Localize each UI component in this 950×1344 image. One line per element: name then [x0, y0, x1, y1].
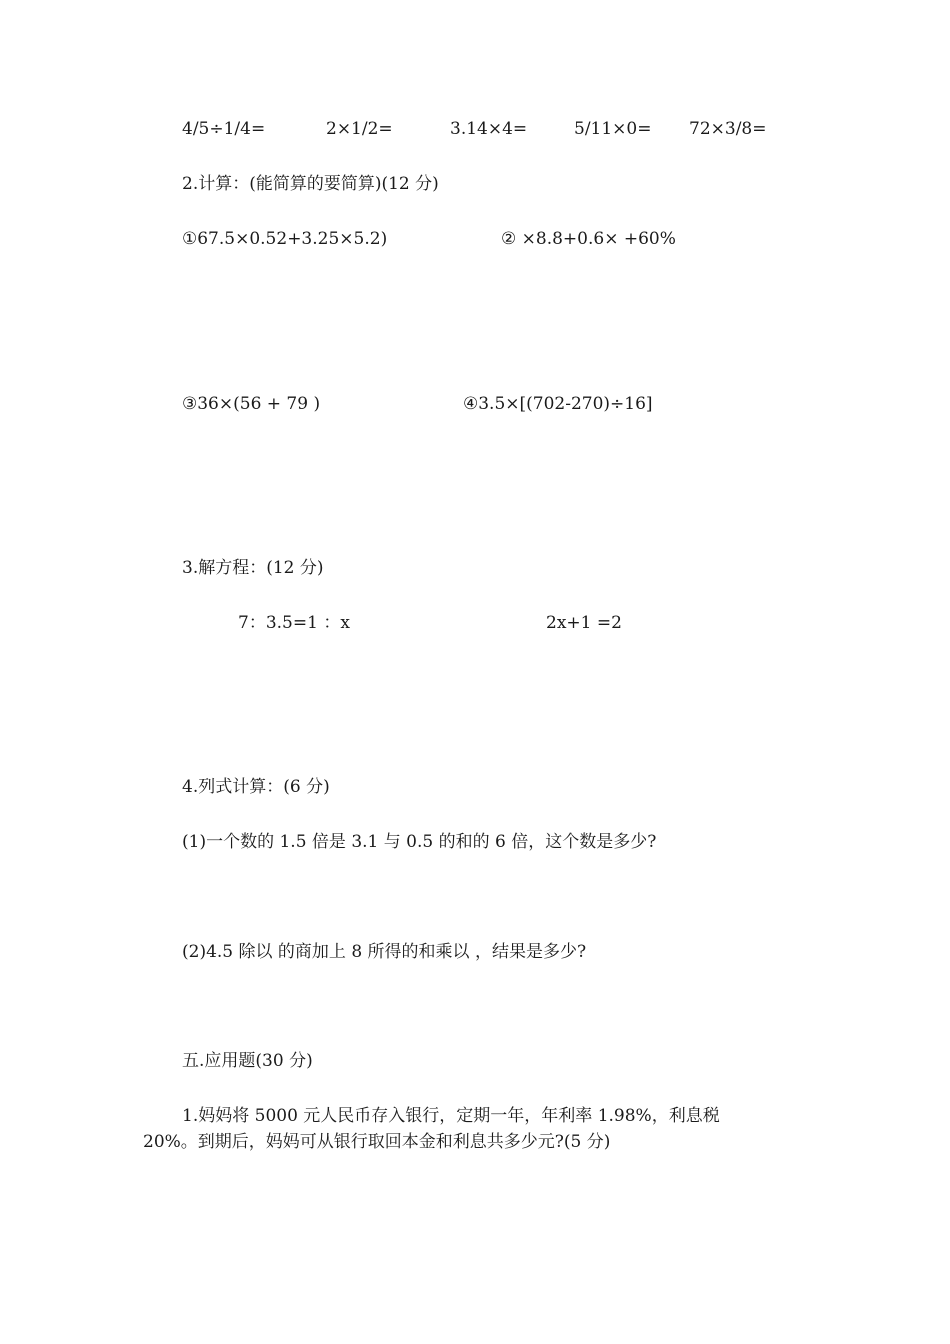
section-3-equation-2: 2x+1 =2: [546, 613, 622, 633]
mental-math-item-2: 2×1/2=: [326, 119, 393, 139]
section-3-equation-1: 7：3.5=1 ：x: [238, 613, 350, 633]
section-5-heading: 五.应用题(30 分): [182, 1051, 313, 1071]
section-4-question-1: (1)一个数的 1.5 倍是 3.1 与 0.5 的和的 6 倍，这个数是多少?: [182, 832, 657, 852]
section-5-question-1-line-1: 1.妈妈将 5000 元人民币存入银行，定期一年，年利率 1.98%，利息税: [182, 1106, 720, 1126]
section-4-question-2: (2)4.5 除以 的商加上 8 所得的和乘以 ，结果是多少?: [182, 942, 587, 962]
section-2-question-1: ①67.5×0.52+3.25×5.2): [182, 229, 388, 249]
mental-math-item-3: 3.14×4=: [450, 119, 528, 139]
section-5-question-1-line-2: 20%。到期后，妈妈可从银行取回本金和利息共多少元?(5 分): [143, 1132, 611, 1152]
mental-math-item-5: 72×3/8=: [689, 119, 767, 139]
section-2-heading: 2.计算：(能简算的要简算)(12 分): [182, 174, 439, 194]
mental-math-item-1: 4/5÷1/4=: [182, 119, 266, 139]
section-2-question-4: ④3.5×[(702-270)÷16]: [463, 394, 653, 414]
mental-math-item-4: 5/11×0=: [574, 119, 652, 139]
section-2-question-3: ③36×(56 + 79 ): [182, 394, 321, 414]
section-4-heading: 4.列式计算：(6 分): [182, 777, 330, 797]
section-2-question-2: ② ×8.8+0.6× +60%: [501, 229, 676, 249]
section-3-heading: 3.解方程：(12 分): [182, 558, 324, 578]
